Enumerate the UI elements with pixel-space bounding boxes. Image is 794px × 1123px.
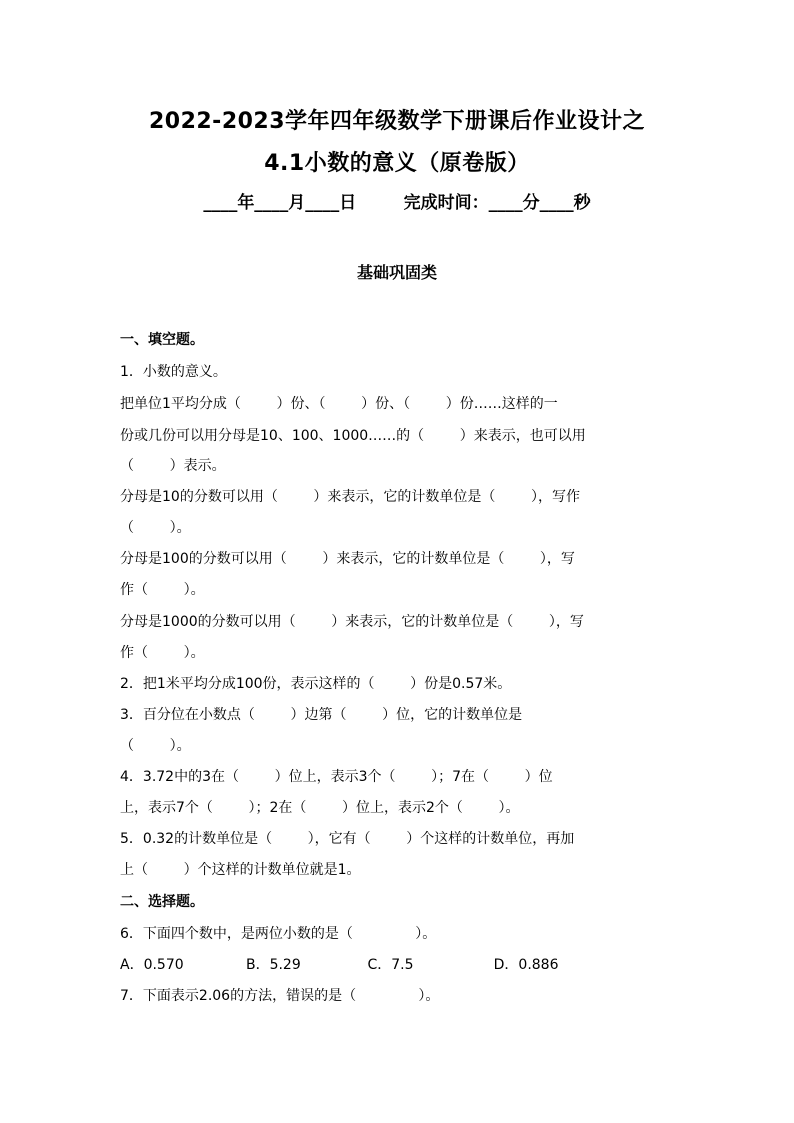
date-and-time-line: ____年____月____日 完成时间：____分____秒 [203,193,591,213]
question-1-line-9: 作（ ）。 [120,645,205,661]
question-4-line-2: 上，表示7个（ ）；2在（ ）位上，表示2个（ ）。 [120,800,520,816]
question-1-line-2: 份或几份可以用分母是10、100、1000……的（ ）来表示，也可以用 [120,428,586,444]
question-1-line-5: （ ）。 [120,520,191,536]
section-heading: 基础巩固类 [356,263,437,282]
question-1-title: 1．小数的意义。 [120,364,227,380]
question-3-line-2: （ ）。 [120,738,191,754]
title-line-2: 4.1小数的意义（原卷版） [264,151,530,176]
question-2: 2．把1米平均分成100份，表示这样的（ ）份是0.57米。 [120,676,512,692]
question-3-line-1: 3．百分位在小数点（ ）边第（ ）位，它的计数单位是 [120,707,523,723]
question-6-options: A．0.570 B．5.29 C．7.5 D．0.886 [120,957,559,973]
question-1-line-3: （ ）表示。 [120,458,226,474]
question-1-line-8: 分母是1000的分数可以用（ ）来表示，它的计数单位是（ ），写 [120,614,584,630]
question-1-line-7: 作（ ）。 [120,582,205,598]
question-5-line-2: 上（ ）个这样的计数单位就是1。 [120,862,361,878]
question-6-stem: 6．下面四个数中，是两位小数的是（ ）。 [120,926,437,942]
question-7-stem: 7．下面表示2.06的方法，错误的是（ ）。 [120,988,440,1004]
question-4-line-1: 4．3.72中的3在（ ）位上，表示3个（ ）；7在（ ）位 [120,769,553,785]
part2-heading: 二、选择题。 [120,894,204,910]
title-line-1: 2022-2023学年四年级数学下册课后作业设计之 [148,109,646,134]
question-1-line-4: 分母是10的分数可以用（ ）来表示，它的计数单位是（ ），写作 [120,489,581,505]
part1-heading: 一、填空题。 [120,332,204,348]
question-1-line-6: 分母是100的分数可以用（ ）来表示，它的计数单位是（ ），写 [120,551,575,567]
question-5-line-1: 5．0.32的计数单位是（ ），它有（ ）个这样的计数单位，再加 [120,831,575,847]
question-1-line-1: 把单位1平均分成（ ）份、（ ）份、（ ）份……这样的一 [120,396,558,412]
